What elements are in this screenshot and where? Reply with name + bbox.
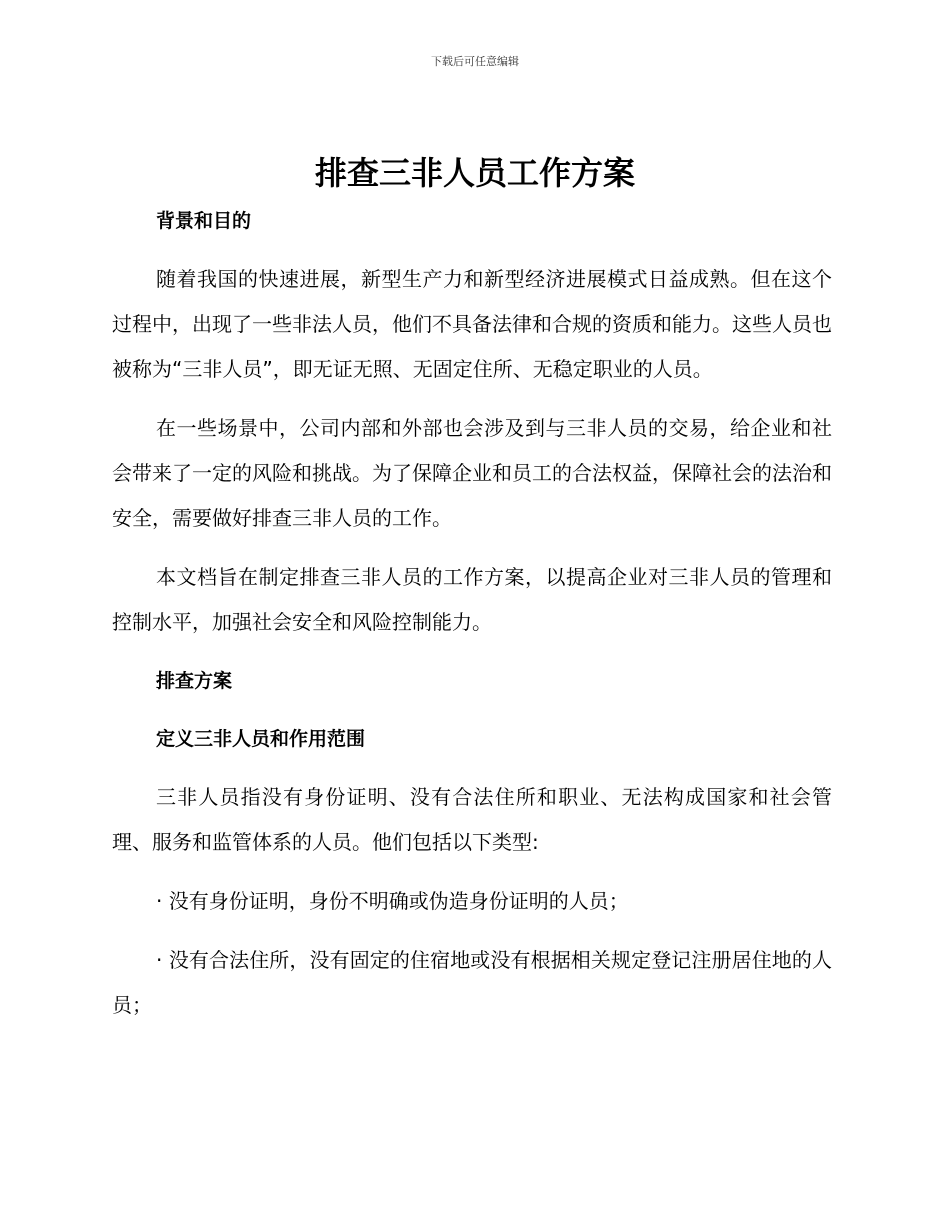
bullet-item: · 没有身份证明，身份不明确或伪造身份证明的人员； [156,889,629,913]
document-body [112,199,832,1042]
paragraph: 三非人员指没有身份证明、没有合法住所和职业、无法构成国家和社会管理、服务和监管体系的人员。他们包括以下类型: [112,785,832,854]
bullet-item: · 没有合法住所，没有固定的住宿地或没有根据相关规定登记注册居住地的人员； [112,948,832,1017]
paragraph: 在一些场景中，公司内部和外部也会涉及到与三非人员的交易，给企业和社会带来了一定的风险和挑战。为了保障企业和员工的合法权益，保障社会的法治和安全，需要做好排查三非人员的工作。 [112,416,832,530]
document-title: 排查三非人员工作方案 [314,154,635,192]
paragraph: 本文档旨在制定排查三非人员的工作方案，以提高企业对三非人员的管理和控制水平，加强社会安全和风险控制能力。 [112,565,832,634]
subsection-heading-definition: 定义三非人员和作用范围 [156,728,366,750]
section-heading-plan: 排查方案 [156,670,233,692]
page-header-note: 下载后可任意编辑 [431,55,519,68]
section-heading-background: 背景和目的 [156,210,252,232]
paragraph: 随着我国的快速进展，新型生产力和新型经济进展模式日益成熟。但在这个过程中，出现了一些非法人员，他们不具备法律和合规的资质和能力。这些人员也被称为“三非人员”，即无证无照、无固定住所、无稳定职业的人员。 [112,267,832,381]
